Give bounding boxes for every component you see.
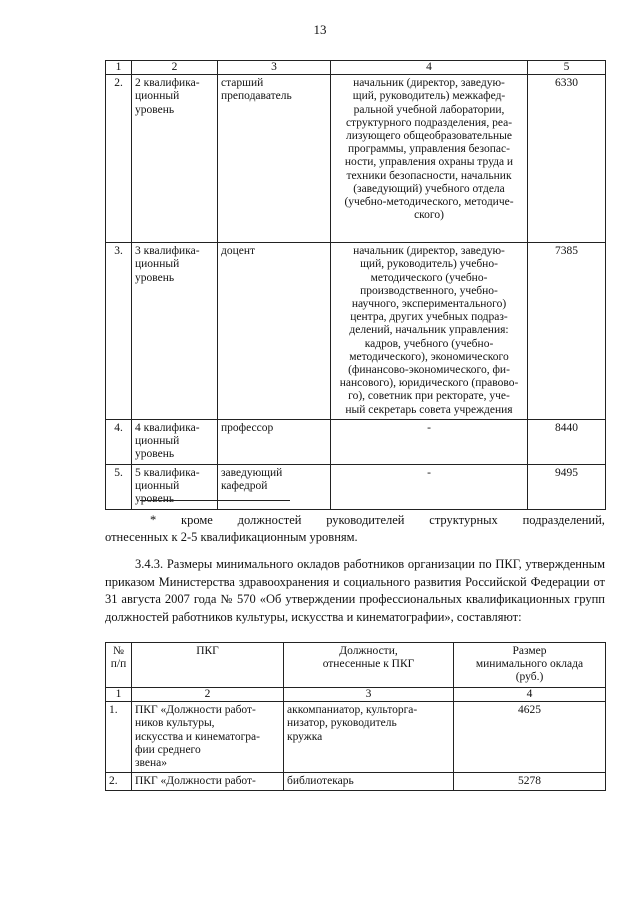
row-number: 5. [106, 464, 132, 509]
row-number: 3. [106, 243, 132, 420]
manager-positions: - [331, 464, 528, 509]
position-title: заведующий кафедрой [218, 464, 331, 509]
pkg-name: ПКГ «Должности работ- [132, 773, 284, 791]
qualification-level: 3 квалифика- ционный уровень [132, 243, 218, 420]
header-cell: № п/п [106, 643, 132, 688]
header-cell: 1 [106, 61, 132, 75]
qualification-level: 4 квалифика- ционный уровень [132, 419, 218, 464]
footnote-word: руководителей [326, 513, 405, 527]
column-number: 1 [106, 688, 132, 702]
manager-positions: начальник (директор, заведую- щий, руководитель) учебно- методического (учебно- производственного, учебно- научного, экспериментального) центра, других учебных подраз- делений, начальник управления: кадров, учебного (учебно- методического), экономического (финансово-экономического, фи- нансового), юридического (правово- го), советник при ректорате, уче- ный секретарь совета учреждения [331, 243, 528, 420]
section-paragraph: 3.4.3. Размеры минимального окладов работников организации по ПКГ, утвержденным приказом Министерства здравоохранения и социального развития Российской Федерации от 31 августа 2007 года № 570 «Об утверждении профессиональных квалификационных групп должностей работников культуры, искусства и кинематографии», составляют: [105, 557, 605, 624]
culture-workers-table [105, 642, 606, 791]
table-row [106, 773, 606, 791]
pkg-name: ПКГ «Должности работ- ников культуры, искусства и кинематогра- фии среднего звена» [132, 702, 284, 773]
table-row [106, 243, 606, 420]
row-number: 2. [106, 75, 132, 243]
table-header-row [106, 61, 606, 75]
row-number: 4. [106, 419, 132, 464]
page-number: 13 [313, 22, 327, 37]
table-row [106, 702, 606, 773]
manager-positions: - [331, 419, 528, 464]
row-number: 1. [106, 702, 132, 773]
salary-value: 7385 [528, 243, 606, 420]
position-title: доцент [218, 243, 331, 420]
salary-value: 9495 [528, 464, 606, 509]
header-cell: ПКГ [132, 643, 284, 688]
position-title: старший преподаватель [218, 75, 331, 243]
table-row [106, 419, 606, 464]
column-number: 3 [284, 688, 454, 702]
footnote-word: должностей [237, 513, 302, 527]
footnote-word: подразделений, [522, 513, 605, 527]
footnote-line-2: отнесенных к 2-5 квалификационным уровням. [105, 530, 358, 544]
column-number-row [106, 688, 606, 702]
row-number: 2. [106, 773, 132, 791]
table-row [106, 464, 606, 509]
footnote-divider [140, 500, 290, 501]
salary-value: 8440 [528, 419, 606, 464]
footnote-word: структурных [429, 513, 498, 527]
column-number: 4 [454, 688, 606, 702]
salary-value: 6330 [528, 75, 606, 243]
qualification-levels-table [105, 60, 606, 510]
table-header-row [106, 643, 606, 688]
pkg-positions: аккомпаниатор, культорга- низатор, руководитель кружка [284, 702, 454, 773]
salary-value: 5278 [454, 773, 606, 791]
footnote-word: кроме [181, 513, 213, 527]
footnote [105, 512, 605, 546]
header-cell: Должности, отнесенные к ПКГ [284, 643, 454, 688]
footnote-marker: * [150, 513, 157, 527]
header-cell: 2 [132, 61, 218, 75]
salary-value: 4625 [454, 702, 606, 773]
qualification-level: 2 квалифика- ционный уровень [132, 75, 218, 243]
header-cell: Размер минимального оклада (руб.) [454, 643, 606, 688]
header-cell: 5 [528, 61, 606, 75]
column-number: 2 [132, 688, 284, 702]
table-row [106, 75, 606, 243]
qualification-level: 5 квалифика- ционный уровень [132, 464, 218, 509]
pkg-positions: библиотекарь [284, 773, 454, 791]
position-title: профессор [218, 419, 331, 464]
manager-positions: начальник (директор, заведую- щий, руководитель) межкафед- ральной учебной лаборатории, структурного подразделения, реа- лизующего общеобразовательные программы, управления безопас- ности, управления охраны труда и техники безопасности, начальник (заведующий) учебного отдела (учебно-методического, методиче- ского) [331, 75, 528, 243]
header-cell: 3 [218, 61, 331, 75]
header-cell: 4 [331, 61, 528, 75]
